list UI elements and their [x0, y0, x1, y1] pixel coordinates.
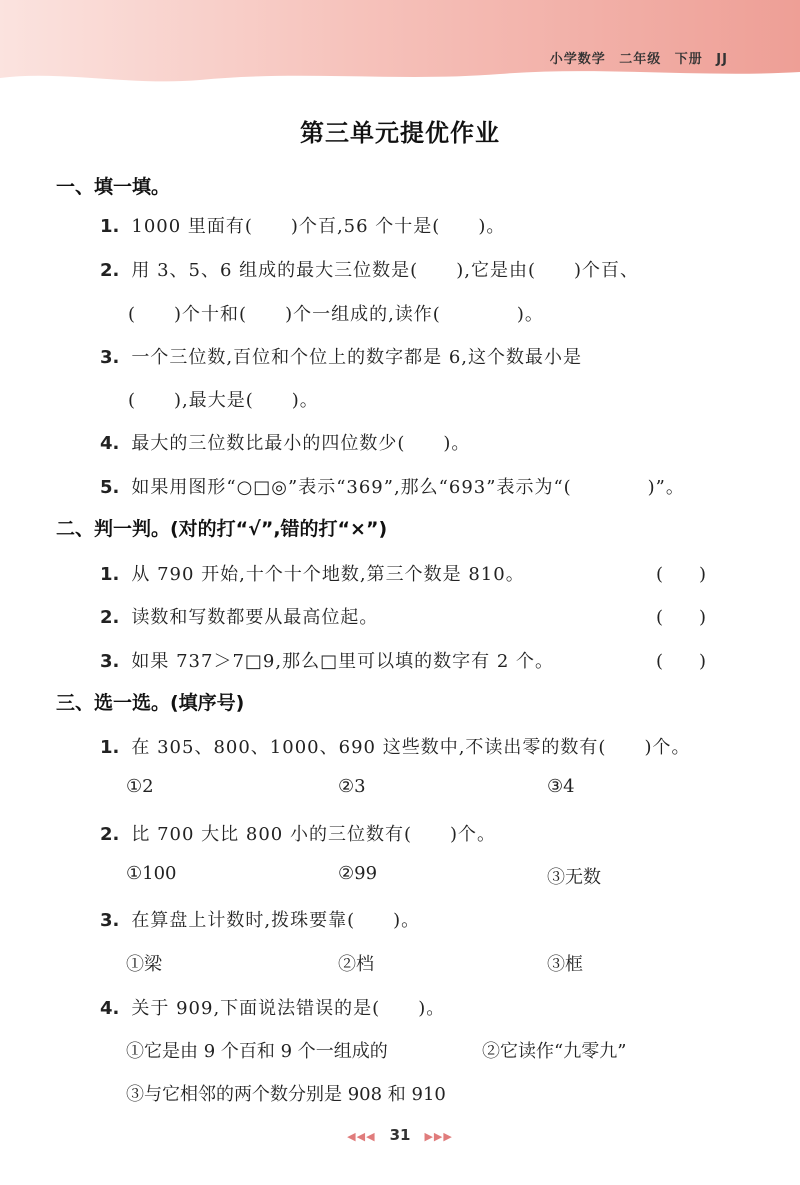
question-text: 最大的三位数比最小的四位数少( )。 [131, 433, 471, 454]
option[interactable]: ①100 [126, 863, 177, 884]
section-heading-judge: 二、判一判。(对的打“√”,错的打“×”) [56, 518, 388, 540]
question [100, 212, 505, 238]
question-number: 4. [100, 433, 120, 454]
question [100, 256, 639, 282]
question-text: 读数和写数都要从最高位起。 [131, 607, 379, 628]
page-footer [0, 1126, 800, 1144]
option[interactable]: ①2 [126, 776, 154, 797]
question-number: 2. [100, 260, 120, 281]
question-text: 如果用图形“○□◎”表示“369”,那么“693”表示为“( )”。 [131, 477, 685, 498]
question-text: 比 700 大比 800 小的三位数有( )个。 [131, 824, 497, 845]
option[interactable]: ③与它相邻的两个数分别是 908 和 910 [126, 1084, 446, 1105]
question [100, 647, 554, 673]
option[interactable]: ③框 [547, 954, 583, 975]
question [100, 733, 690, 759]
left-arrows-icon: ◀◀◀ [347, 1130, 376, 1143]
question-number: 3. [100, 651, 120, 672]
judge-answer-box[interactable]: ( ) [656, 651, 707, 672]
option[interactable]: ②99 [338, 863, 378, 884]
option[interactable]: ③4 [547, 776, 575, 797]
section-heading-fill: 一、填一填。 [56, 176, 171, 198]
question-text: 关于 909,下面说法错误的是( )。 [131, 998, 446, 1019]
question-number: 1. [100, 737, 120, 758]
option[interactable]: ①梁 [126, 954, 162, 975]
question [100, 429, 470, 455]
question-text: 如果 737＞7□9,那么□里可以填的数字有 2 个。 [131, 651, 554, 672]
option[interactable]: ②3 [338, 776, 366, 797]
question-number: 5. [100, 477, 120, 498]
right-arrows-icon: ▶▶▶ [424, 1130, 453, 1143]
judge-answer-box[interactable]: ( ) [656, 607, 707, 628]
question [100, 343, 582, 369]
question-number: 1. [100, 564, 120, 585]
question-number: 4. [100, 998, 120, 1019]
question-text: 在 305、800、1000、690 这些数中,不读出零的数有( )个。 [131, 737, 691, 758]
question-number: 2. [100, 607, 120, 628]
question [100, 820, 496, 846]
question-text: 从 790 开始,十个十个地数,第三个数是 810。 [131, 564, 525, 585]
page-title: 第三单元提优作业 [300, 119, 500, 147]
question-text: 一个三位数,百位和个位上的数字都是 6,这个数最小是 [131, 347, 582, 368]
option[interactable]: ①它是由 9 个百和 9 个一组成的 [126, 1041, 388, 1062]
option[interactable]: ②它读作“九零九” [482, 1041, 627, 1062]
question-text-continued: ( ),最大是( )。 [128, 390, 319, 411]
question [100, 994, 445, 1020]
page-number: 31 [389, 1126, 411, 1144]
question-number: 2. [100, 824, 120, 845]
question [100, 473, 685, 499]
section-heading-choose: 三、选一选。(填序号) [56, 692, 245, 714]
question-number: 3. [100, 347, 120, 368]
question [100, 603, 378, 629]
option[interactable]: ②档 [338, 954, 374, 975]
question-text: 1000 里面有( )个百,56 个十是( )。 [131, 216, 506, 237]
question [100, 906, 420, 932]
question-text-continued: ( )个十和( )个一组成的,读作( )。 [128, 304, 544, 325]
question [100, 560, 525, 586]
question-number: 3. [100, 910, 120, 931]
question-number: 1. [100, 216, 120, 237]
question-text: 用 3、5、6 组成的最大三位数是( ),它是由( )个百、 [131, 260, 639, 281]
header-subject: 小学数学 二年级 下册 JJ [549, 52, 728, 67]
judge-answer-box[interactable]: ( ) [656, 564, 707, 585]
question-text: 在算盘上计数时,拨珠要靠( )。 [131, 910, 421, 931]
option[interactable]: ③无数 [547, 867, 601, 888]
